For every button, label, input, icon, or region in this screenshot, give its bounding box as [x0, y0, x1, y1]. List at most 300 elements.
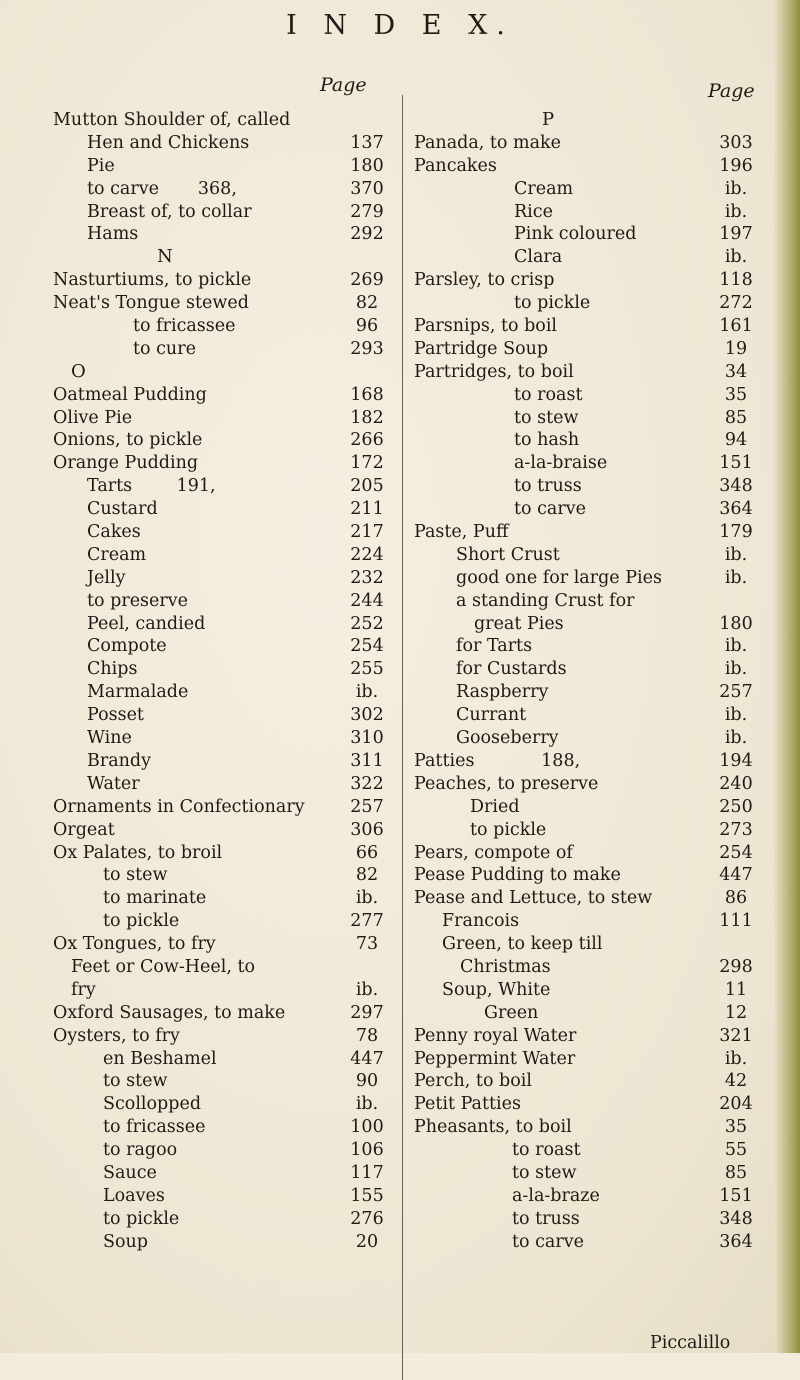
index-entry	[53, 704, 395, 727]
entry-term: to roast	[512, 1140, 581, 1161]
index-entry	[53, 979, 395, 1002]
entry-term: Oysters, to fry	[53, 1025, 180, 1046]
entry-term: to stew	[514, 407, 579, 428]
index-entry	[53, 1025, 395, 1048]
index-entry	[53, 1116, 395, 1139]
entry-page-number: 151	[719, 1185, 753, 1206]
entry-page-number: 85	[724, 407, 748, 428]
index-entry	[53, 1093, 395, 1116]
entry-page-number: 35	[724, 1117, 748, 1138]
index-entry	[414, 956, 764, 979]
index-entry	[414, 727, 764, 750]
entry-page-number: 306	[350, 819, 384, 840]
entry-term: O	[71, 360, 86, 382]
index-entry	[414, 246, 764, 269]
index-entry	[53, 498, 395, 521]
index-entry	[53, 1048, 395, 1071]
entry-term: Custard	[87, 499, 158, 520]
index-entry	[53, 475, 395, 498]
entry-page-number: 257	[719, 682, 753, 703]
entry-term: to pickle	[103, 911, 180, 932]
entry-page-number: 276	[350, 1208, 384, 1229]
entry-term: en Beshamel	[103, 1048, 217, 1069]
entry-term: fry	[71, 979, 96, 1000]
entry-page-number: ib.	[724, 1048, 748, 1069]
entry-page-number: 94	[724, 430, 748, 451]
entry-page-number: 364	[719, 1231, 753, 1252]
entry-page-number: 155	[350, 1185, 384, 1206]
entry-term: Tarts 191,	[87, 476, 216, 497]
index-entry	[414, 1208, 764, 1231]
index-entry	[414, 613, 764, 636]
entry-page-number: 322	[350, 773, 384, 794]
entry-term: Ornaments in Confectionary	[53, 796, 305, 817]
entry-term: Gooseberry	[456, 728, 559, 749]
entry-term: Olive Pie	[53, 407, 133, 428]
entry-term: to stew	[103, 1071, 168, 1092]
entry-page-number: 90	[355, 1071, 379, 1092]
entry-term: to pickle	[470, 819, 547, 840]
index-entry	[414, 544, 764, 567]
entry-term: a-la-braze	[512, 1185, 600, 1206]
entry-term: Penny royal Water	[414, 1025, 577, 1046]
entry-page-number: 137	[350, 132, 384, 153]
entry-page-number: ib.	[724, 659, 748, 680]
index-entry	[53, 338, 395, 361]
entry-term: Soup, White	[442, 979, 551, 1000]
entry-term: Patties 188,	[414, 750, 581, 771]
index-entry	[414, 796, 764, 819]
entry-page-number: ib.	[355, 979, 379, 1000]
entry-page-number: 106	[350, 1140, 384, 1161]
entry-page-number: 447	[719, 865, 753, 886]
entry-page-number: ib.	[724, 201, 748, 222]
entry-page-number: 303	[719, 132, 753, 153]
entry-term: Cakes	[87, 522, 141, 543]
entry-page-number: 182	[350, 407, 384, 428]
entry-page-number: 172	[350, 453, 384, 474]
entry-term: Raspberry	[456, 682, 549, 703]
index-entry	[53, 613, 395, 636]
index-entry	[414, 1116, 764, 1139]
index-entry	[53, 292, 395, 315]
entry-page-number: 194	[719, 750, 753, 771]
entry-term: Pink coloured	[514, 224, 637, 245]
entry-page-number: 269	[350, 270, 384, 291]
entry-term: Onions, to pickle	[53, 430, 203, 451]
entry-term: to truss	[512, 1208, 580, 1229]
entry-term: Neat's Tongue stewed	[53, 293, 249, 314]
entry-page-number: 279	[350, 201, 384, 222]
entry-page-number: 19	[724, 338, 748, 359]
entry-term: N	[157, 246, 173, 268]
section-letter	[53, 246, 395, 269]
entry-term: to carve	[512, 1231, 584, 1252]
entry-page-number: ib.	[724, 178, 748, 199]
index-entry	[53, 521, 395, 544]
entry-term: Clara	[514, 247, 563, 268]
entry-term: Pease Pudding to make	[414, 865, 621, 886]
index-entry	[414, 292, 764, 315]
entry-term: to fricassee	[133, 316, 236, 337]
index-entry	[414, 338, 764, 361]
entry-term: Parsnips, to boil	[414, 316, 558, 337]
index-entry	[414, 269, 764, 292]
entry-term: Partridge Soup	[414, 338, 549, 359]
entry-page-number: 179	[719, 522, 753, 543]
index-entry	[53, 452, 395, 475]
entry-term: to roast	[514, 384, 583, 405]
index-entry	[414, 704, 764, 727]
entry-page-number: 277	[350, 911, 384, 932]
index-entry	[53, 1002, 395, 1025]
entry-term: Panada, to make	[414, 132, 562, 153]
entry-page-number: 85	[724, 1162, 748, 1183]
entry-term: Ox Palates, to broil	[53, 842, 223, 863]
entry-page-number: ib.	[724, 728, 748, 749]
entry-term: Hams	[87, 224, 139, 245]
entry-page-number: 250	[719, 796, 753, 817]
entry-term: Jelly	[87, 567, 126, 588]
entry-page-number: ib.	[355, 682, 379, 703]
section-letter	[414, 109, 764, 132]
entry-page-number: 310	[350, 728, 384, 749]
entry-page-number: 180	[719, 613, 753, 634]
index-entry	[53, 842, 395, 865]
entry-term: Posset	[87, 705, 144, 726]
index-entry	[53, 201, 395, 224]
index-entry	[53, 315, 395, 338]
entry-term: Paste, Puff	[414, 522, 509, 543]
entry-page-number: 35	[724, 384, 748, 405]
entry-term: Short Crust	[456, 544, 560, 565]
entry-term: Mutton Shoulder of, called	[53, 110, 291, 130]
entry-page-number: 244	[350, 590, 384, 611]
entry-page-number: 297	[350, 1002, 384, 1023]
index-entry	[414, 223, 764, 246]
entry-term: Nasturtiums, to pickle	[53, 270, 252, 291]
entry-term: Cream	[514, 178, 574, 199]
column-divider	[402, 95, 403, 1380]
entry-page-number: 321	[719, 1025, 753, 1046]
entry-page-number: 34	[724, 361, 748, 382]
entry-term: Compote	[87, 636, 167, 657]
index-entry	[414, 864, 764, 887]
entry-term: Green	[484, 1002, 539, 1023]
entry-term: to preserve	[87, 590, 189, 611]
index-entry	[414, 1093, 764, 1116]
page-header: I N D E X.	[286, 10, 514, 41]
entry-page-number: 151	[719, 453, 753, 474]
index-entry	[414, 361, 764, 384]
index-entry	[414, 201, 764, 224]
entry-term: Currant	[456, 705, 527, 726]
index-entry	[53, 727, 395, 750]
index-entry	[53, 155, 395, 178]
entry-page-number: 204	[719, 1094, 753, 1115]
entry-term: Peaches, to preserve	[414, 773, 599, 794]
index-entry	[53, 590, 395, 613]
index-entry	[53, 1208, 395, 1231]
index-entry	[414, 315, 764, 338]
index-entry	[414, 1231, 764, 1254]
index-entry	[53, 1139, 395, 1162]
entry-term: to stew	[103, 865, 168, 886]
entry-term: Chips	[87, 659, 138, 680]
index-entry	[53, 773, 395, 796]
entry-page-number: 298	[719, 956, 753, 977]
entry-term: Pease and Lettuce, to stew	[414, 888, 653, 909]
entry-term: for Custards	[456, 659, 567, 680]
entry-page-number: 168	[350, 384, 384, 405]
index-entry	[53, 956, 395, 979]
entry-page-number: 11	[724, 979, 748, 1000]
index-entry	[414, 407, 764, 430]
index-entry	[414, 887, 764, 910]
entry-term: to fricassee	[103, 1117, 206, 1138]
catchword: Piccalillo	[650, 1333, 731, 1353]
entry-term: Water	[87, 773, 140, 794]
index-entry	[414, 933, 764, 956]
index-entry	[53, 1070, 395, 1093]
entry-page-number: 42	[724, 1071, 748, 1092]
entry-page-number: 96	[355, 316, 379, 337]
entry-term: Feet or Cow-Heel, to	[71, 956, 256, 977]
index-entry	[414, 475, 764, 498]
entry-page-number: 66	[355, 842, 379, 863]
entry-term: a-la-braise	[514, 453, 608, 474]
entry-page-number: 55	[724, 1140, 748, 1161]
entry-term: Pheasants, to boil	[414, 1117, 572, 1138]
index-entry	[53, 635, 395, 658]
index-entry	[414, 819, 764, 842]
entry-term: Brandy	[87, 750, 152, 771]
index-entry	[53, 887, 395, 910]
entry-page-number: 82	[355, 293, 379, 314]
index-entry	[53, 109, 395, 132]
entry-term: Ox Tongues, to fry	[53, 934, 216, 955]
index-entry	[53, 681, 395, 704]
entry-page-number: 293	[350, 338, 384, 359]
entry-page-number: 252	[350, 613, 384, 634]
entry-page-number: 180	[350, 155, 384, 176]
entry-page-number: 82	[355, 865, 379, 886]
entry-term: Pears, compote of	[414, 842, 573, 863]
index-entry	[414, 1048, 764, 1071]
entry-page-number: 364	[719, 499, 753, 520]
entry-page-number: 255	[350, 659, 384, 680]
entry-term: to marinate	[103, 888, 207, 909]
index-entry	[414, 842, 764, 865]
entry-term: to hash	[514, 430, 580, 451]
entry-term: to stew	[512, 1162, 577, 1183]
entry-page-number: ib.	[724, 567, 748, 588]
index-entry	[414, 773, 764, 796]
entry-page-number: 20	[355, 1231, 379, 1252]
entry-page-number: 266	[350, 430, 384, 451]
entry-term: Francois	[442, 911, 520, 932]
entry-term: Hen and Chickens	[87, 132, 250, 153]
index-entry	[414, 452, 764, 475]
index-entry	[414, 635, 764, 658]
entry-term: Rice	[514, 201, 553, 222]
entry-term: Parsley, to crisp	[414, 270, 555, 291]
entry-term: Pie	[87, 155, 115, 176]
index-entry	[414, 155, 764, 178]
entry-page-number: 302	[350, 705, 384, 726]
index-entry	[53, 750, 395, 773]
entry-term: Perch, to boil	[414, 1071, 532, 1092]
index-entry	[53, 819, 395, 842]
entry-term: Pancakes	[414, 155, 497, 176]
index-entry	[53, 132, 395, 155]
entry-term: Orgeat	[53, 819, 115, 840]
index-entry	[414, 521, 764, 544]
entry-page-number: 311	[350, 750, 384, 771]
index-entry	[53, 384, 395, 407]
entry-page-number: 161	[719, 316, 753, 337]
index-entry	[414, 132, 764, 155]
index-entry	[414, 681, 764, 704]
entry-term: Green, to keep till	[442, 934, 603, 955]
index-entry	[414, 1002, 764, 1025]
entry-term: to carve	[514, 499, 586, 520]
index-entry	[414, 567, 764, 590]
entry-term: Marmalade	[87, 682, 189, 703]
index-entry	[53, 567, 395, 590]
entry-page-number: 272	[719, 293, 753, 314]
entry-page-number: 12	[724, 1002, 748, 1023]
entry-term: a standing Crust for	[456, 590, 635, 611]
entry-page-number: 217	[350, 522, 384, 543]
entry-page-number: ib.	[724, 247, 748, 268]
entry-term: to truss	[514, 476, 582, 497]
entry-page-number: 257	[350, 796, 384, 817]
index-entry	[414, 1162, 764, 1185]
index-entry	[53, 429, 395, 452]
section-letter	[53, 361, 395, 384]
entry-term: to ragoo	[103, 1140, 178, 1161]
entry-page-number: 254	[719, 842, 753, 863]
entry-term: Scollopped	[103, 1094, 202, 1115]
index-entry	[53, 1231, 395, 1254]
entry-term: to carve 368,	[87, 178, 237, 199]
index-entry	[414, 1139, 764, 1162]
entry-page-number: 240	[719, 773, 753, 794]
entry-term: Oatmeal Pudding	[53, 384, 207, 405]
entry-term: Cream	[87, 544, 147, 565]
entry-page-number: 196	[719, 155, 753, 176]
index-entry	[53, 178, 395, 201]
left-column	[53, 109, 395, 1254]
entry-page-number: ib.	[724, 705, 748, 726]
entry-term: to cure	[133, 338, 196, 359]
entry-term: Petit Patties	[414, 1094, 521, 1115]
index-entry	[414, 910, 764, 933]
index-entry	[53, 796, 395, 819]
page-edge	[774, 0, 800, 1353]
entry-term: Soup	[103, 1231, 148, 1252]
entry-term: Oxford Sausages, to make	[53, 1002, 286, 1023]
entry-page-number: 197	[719, 224, 753, 245]
index-entry	[53, 407, 395, 430]
entry-page-number: 86	[724, 888, 748, 909]
entry-page-number: ib.	[724, 544, 748, 565]
index-entry	[414, 1025, 764, 1048]
index-entry	[53, 1185, 395, 1208]
entry-page-number: 370	[350, 178, 384, 199]
index-entry	[414, 658, 764, 681]
entry-term: Breast of, to collar	[87, 201, 252, 222]
index-entry	[53, 269, 395, 292]
index-entry	[53, 223, 395, 246]
index-entry	[53, 658, 395, 681]
entry-page-number: 292	[350, 224, 384, 245]
entry-term: good one for large Pies	[456, 567, 662, 588]
entry-page-number: 273	[719, 819, 753, 840]
entry-page-number: 447	[350, 1048, 384, 1069]
index-entry	[414, 979, 764, 1002]
right-column	[414, 109, 764, 1254]
index-entry	[53, 544, 395, 567]
left-page-label: Page	[320, 74, 367, 96]
entry-term: Orange Pudding	[53, 453, 199, 474]
entry-term: for Tarts	[456, 636, 533, 657]
entry-page-number: 118	[719, 270, 753, 291]
entry-page-number: 205	[350, 476, 384, 497]
entry-term: Peppermint Water	[414, 1048, 576, 1069]
entry-page-number: 232	[350, 567, 384, 588]
entry-page-number: 117	[350, 1162, 384, 1183]
entry-term: to pickle	[103, 1208, 180, 1229]
index-entry	[414, 590, 764, 613]
entry-page-number: ib.	[724, 636, 748, 657]
entry-term: Peel, candied	[87, 613, 206, 634]
index-entry	[414, 750, 764, 773]
entry-term: Loaves	[103, 1185, 165, 1206]
index-entry	[414, 429, 764, 452]
entry-page-number: ib.	[355, 1094, 379, 1115]
entry-term: Partridges, to boil	[414, 361, 574, 382]
index-entry	[53, 864, 395, 887]
entry-term: Christmas	[460, 956, 551, 977]
index-entry	[53, 910, 395, 933]
entry-page-number: 348	[719, 476, 753, 497]
entry-term: Wine	[87, 728, 132, 749]
entry-page-number: 100	[350, 1117, 384, 1138]
right-page-label: Page	[708, 80, 755, 102]
index-entry	[414, 1185, 764, 1208]
index-entry	[53, 933, 395, 956]
entry-term: P	[542, 109, 555, 130]
entry-page-number: 111	[719, 911, 753, 932]
entry-term: Dried	[470, 796, 520, 817]
entry-page-number: 254	[350, 636, 384, 657]
entry-term: great Pies	[474, 613, 564, 634]
index-entry	[414, 384, 764, 407]
entry-term: to pickle	[514, 293, 591, 314]
index-entry	[414, 498, 764, 521]
entry-page-number: 211	[350, 499, 384, 520]
entry-page-number: 224	[350, 544, 384, 565]
entry-page-number: ib.	[355, 888, 379, 909]
index-entry	[414, 1070, 764, 1093]
entry-term: Sauce	[103, 1162, 157, 1183]
index-entry	[414, 178, 764, 201]
entry-page-number: 348	[719, 1208, 753, 1229]
entry-page-number: 73	[355, 934, 379, 955]
entry-page-number: 78	[355, 1025, 379, 1046]
